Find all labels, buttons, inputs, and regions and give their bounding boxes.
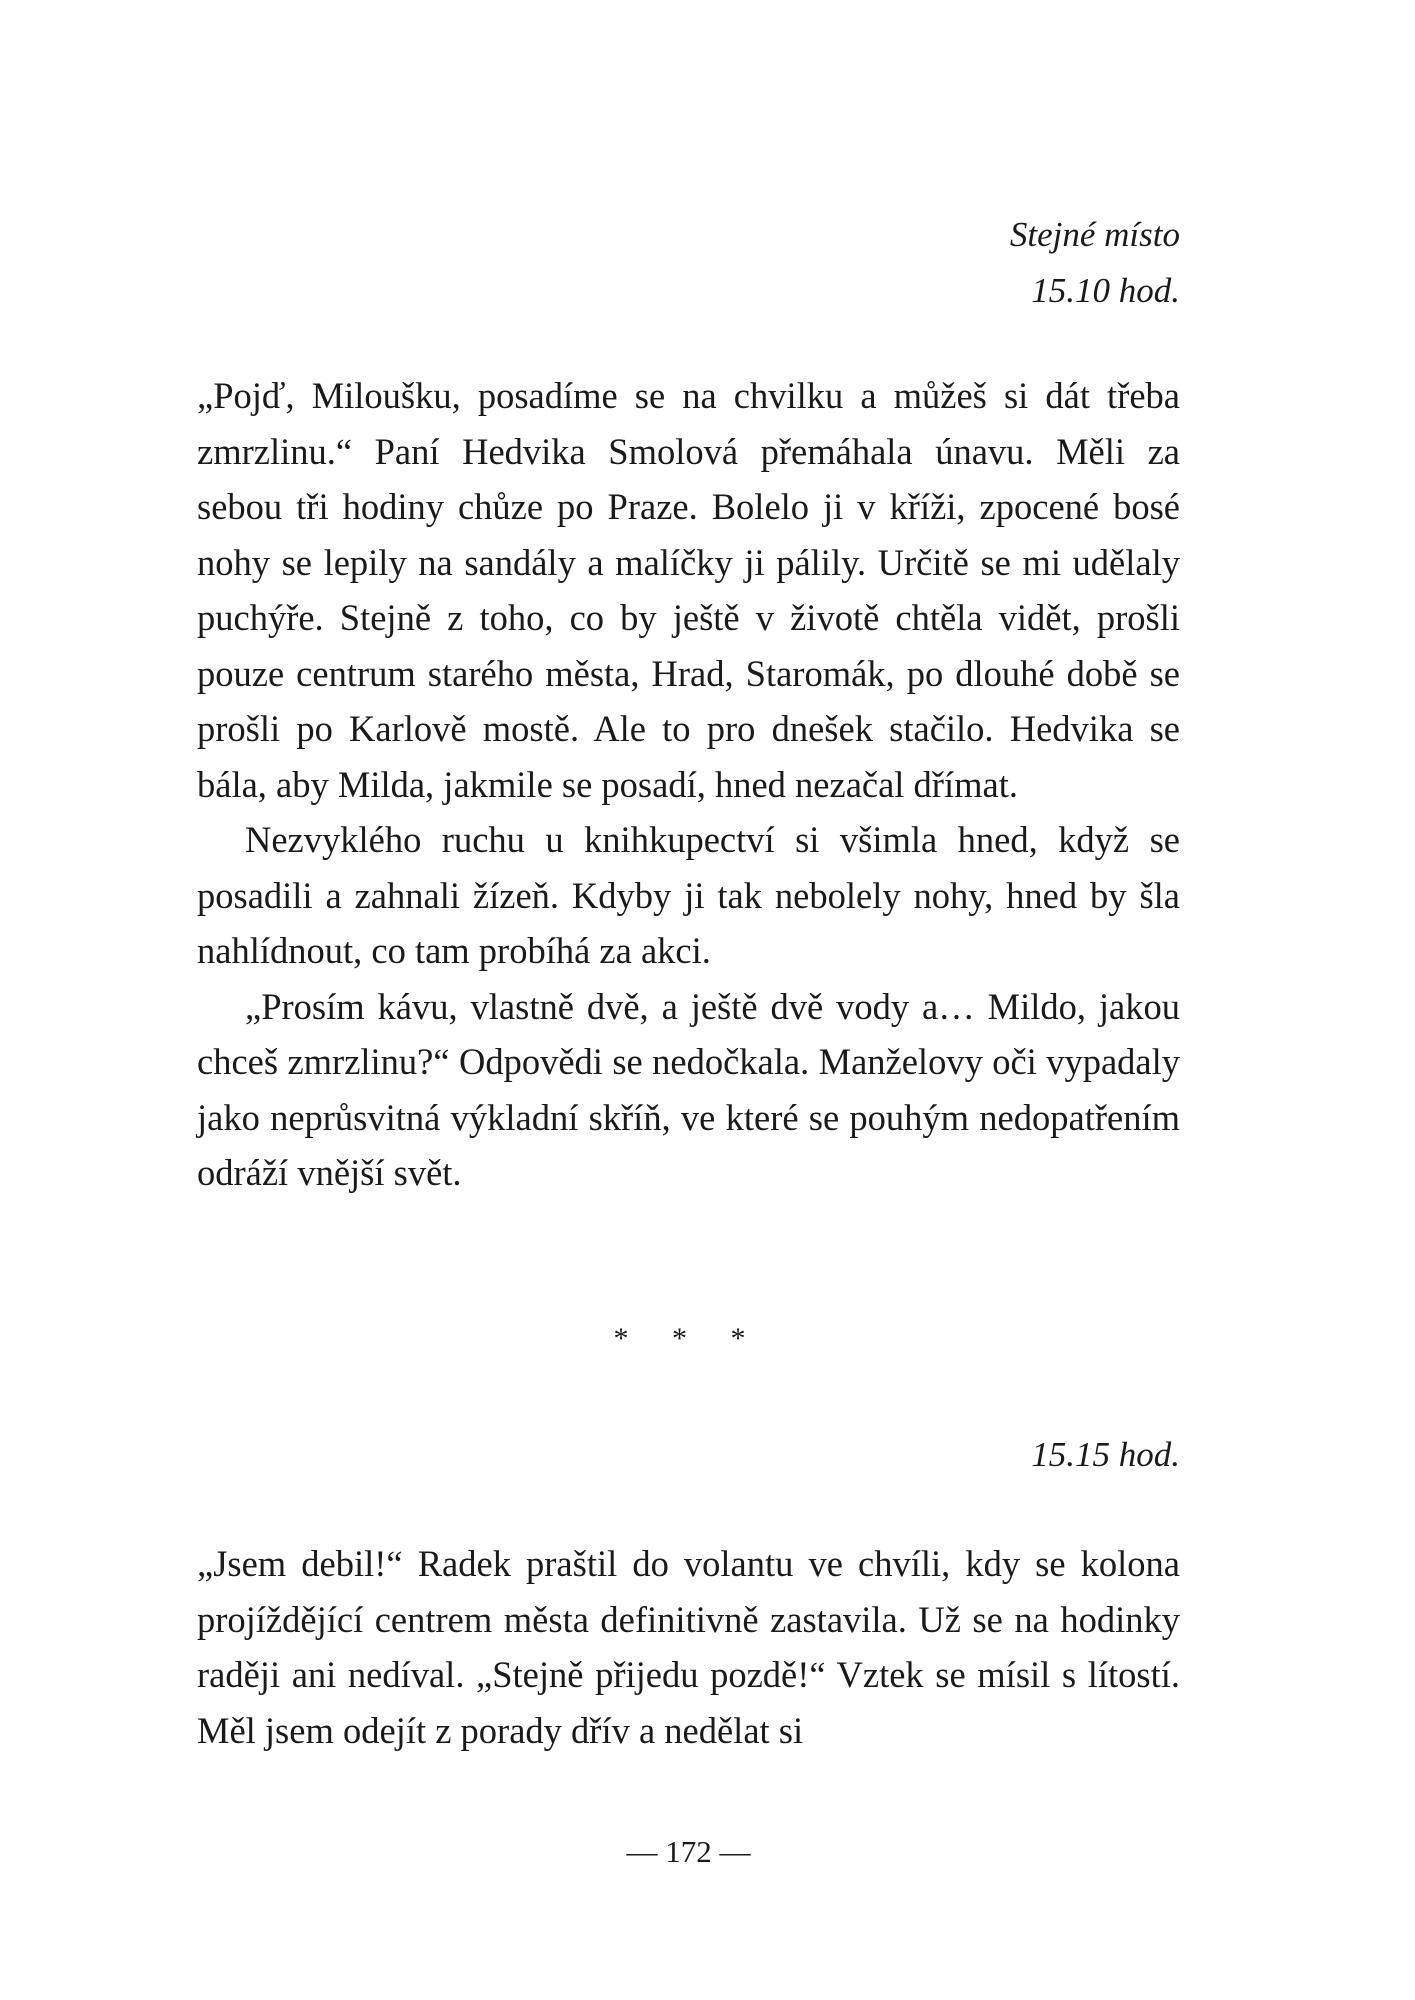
book-page	[197, 0, 1180, 2000]
dateline-time: 15.15 hod.	[1031, 1435, 1180, 1474]
paragraph: Nezvyklého ruchu u knihkupectví si všimla hned, když se posadili a zahnali žízeň. Kdyby ji tak nebolely nohy, hned by šla nahlídnout, co tam probíhá za akci.	[197, 819, 1180, 971]
dateline-2	[1031, 1427, 1180, 1483]
section-divider: * * *	[613, 1322, 764, 1355]
dateline-1	[1010, 207, 1180, 319]
page-number: — 172 —	[626, 1834, 751, 1869]
dateline-time: 15.10 hod.	[1031, 271, 1180, 310]
dateline-place: Stejné místo	[1009, 215, 1180, 254]
section-2-text	[197, 1536, 1180, 1758]
paragraph: „Prosím kávu, vlastně dvě, a ještě dvě vody a… Mildo, jakou chceš zmrzlinu?“ Odpovědi se nedočkala. Manželovy oči vypadaly jako neprůsvitná výkladní skříň, ve které se pouhým nedopatřením odráží vnější svět.	[197, 985, 1180, 1193]
paragraph: „Pojď, Miloušku, posadíme se na chvilku a můžeš si dát třeba zmrzlinu.“ Paní Hedvika Smolová přemáhala únavu. Měli za sebou tři hodiny chůze po Praze. Bolelo ji v kříži, zpocené bosé nohy se lepily na sandály a malíčky ji pálily. Určitě se mi udělaly puchýře. Stejně z toho, co by ještě v životě chtěla vidět, prošli pouze centrum starého města, Hrad, Staromák, po dlouhé době se prošli po Karlově mostě. Ale to pro dnešek stačilo. Hedvika se bála, aby Milda, jakmile se posadí, hned nezačal dřímat.	[197, 375, 1180, 805]
paragraph: „Jsem debil!“ Radek praštil do volantu ve chvíli, kdy se kolona projíždějící centrem města definitivně zastavila. Už se na hodinky raději ani nedíval. „Stejně přijedu pozdě!“ Vztek se mísil s lítostí. Měl jsem odejít z porady dřív a nedělat si	[197, 1543, 1180, 1751]
section-1-text	[197, 368, 1180, 1201]
